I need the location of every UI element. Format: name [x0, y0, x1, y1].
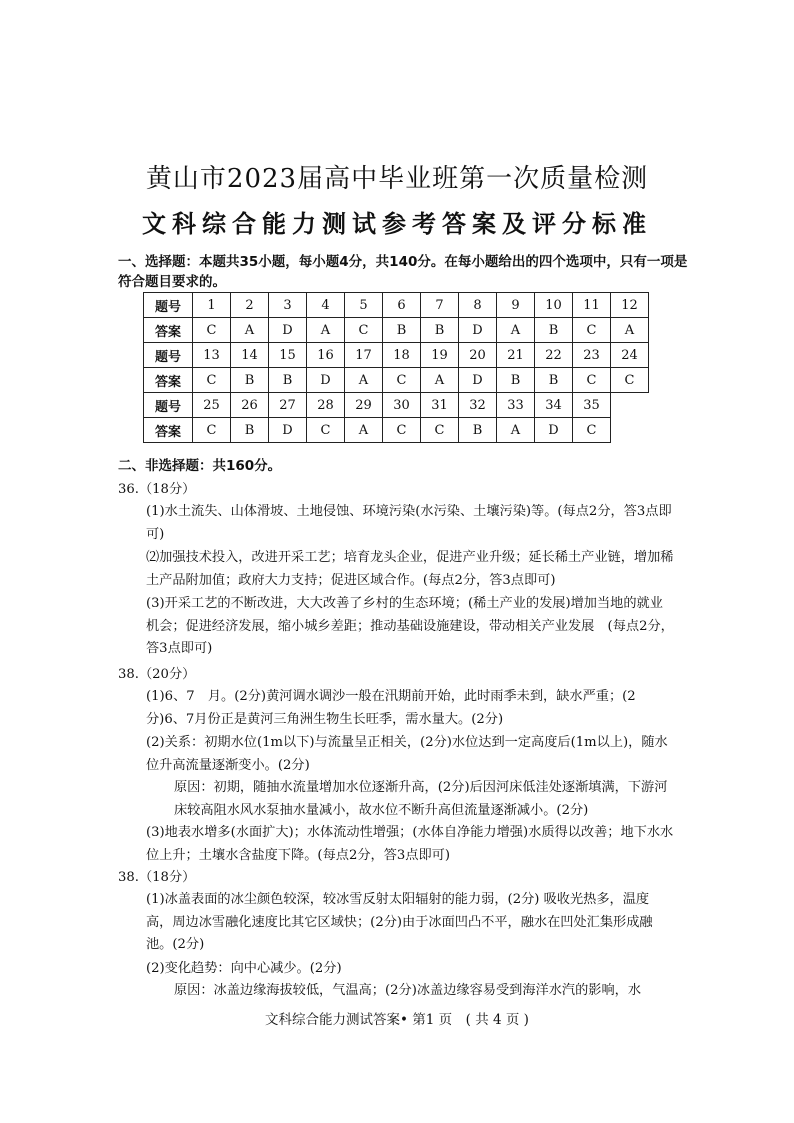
q38b-part1: (1)冰盖表面的冰尘颜色较深，较冰雪反射太阳辐射的能力弱，(2分) 吸收光热多，温度高，周边冰雪融化速度比其它区域快；(2分)由于冰面凹凸不平，融水在凹处汇集形成融池。(2分)	[146, 892, 653, 952]
table-cell: D	[269, 418, 307, 443]
q38a-part3: (3)地表水增多(水面扩大)；水体流动性增强；(水体自净能力增强)水质得以改善；地下水水位上升；土壤水含盐度下降。(每点2分，答3点即可)	[146, 825, 674, 863]
table-cell: C	[573, 368, 611, 393]
table-cell: 12	[611, 293, 649, 318]
table-cell: C	[193, 318, 231, 343]
table-cell: B	[535, 318, 573, 343]
table-cell: 24	[611, 343, 649, 368]
table-cell: 32	[459, 393, 497, 418]
table-cell: D	[269, 318, 307, 343]
q36-part1: (1)水土流失、山体滑坡、土地侵蚀、环境污染(水污染、土壤污染)等。(每点2分，答3点即可)	[146, 504, 672, 542]
table-cell: 5	[345, 293, 383, 318]
table-cell: C	[193, 418, 231, 443]
table-cell: B	[459, 418, 497, 443]
table-cell: D	[535, 418, 573, 443]
table-cell: B	[231, 368, 269, 393]
table-row	[144, 343, 649, 368]
table-cell: D	[459, 368, 497, 393]
table-row	[144, 368, 649, 393]
table-cell: 4	[307, 293, 345, 318]
table-cell: 6	[383, 293, 421, 318]
table-cell-empty	[611, 393, 649, 418]
table-cell: 15	[269, 343, 307, 368]
table-cell: 3	[269, 293, 307, 318]
table-cell: B	[421, 318, 459, 343]
table-cell: A	[497, 418, 535, 443]
table-cell: B	[231, 418, 269, 443]
table-cell: 21	[497, 343, 535, 368]
table-cell: D	[307, 368, 345, 393]
table-cell: C	[383, 418, 421, 443]
table-row	[144, 318, 649, 343]
ans-label: 答案	[144, 418, 193, 443]
table-cell: 17	[345, 343, 383, 368]
q38b-part2: (2)变化趋势：向中心减少。(2分)	[146, 961, 342, 976]
table-row	[144, 293, 649, 318]
table-cell: 20	[459, 343, 497, 368]
table-cell: 33	[497, 393, 535, 418]
table-cell: 28	[307, 393, 345, 418]
table-cell: C	[573, 418, 611, 443]
question-38a-number: 38.（20分）	[118, 667, 196, 682]
table-cell: A	[421, 368, 459, 393]
table-cell: 26	[231, 393, 269, 418]
table-cell: D	[459, 318, 497, 343]
table-cell: 7	[421, 293, 459, 318]
q38a-part2-reason: 原因：初期，随抽水流量增加水位逐渐升高，(2分)后因河床低洼处逐渐填满，下游河床较高阻水风水泵抽水量减小，故水位不断升高但流量逐渐减小。(2分)	[174, 780, 668, 818]
ans-label: 答案	[144, 368, 193, 393]
table-cell: 9	[497, 293, 535, 318]
num-label: 题号	[144, 393, 193, 418]
table-cell: 19	[421, 343, 459, 368]
q38b-part2-reason: 原因：冰盖边缘海拔较低，气温高；(2分)冰盖边缘容易受到海洋水汽的影响，水	[174, 983, 642, 998]
q36-part3: (3)开采工艺的不断改进，大大改善了乡村的生态环境；(稀土产业的发展)增加当地的就业机会；促进经济发展，缩小城乡差距；推动基础设施建设，带动相关产业发展 (每点2分，答3点即可)	[146, 596, 674, 656]
q36-part2: ⑵加强技术投入，改进开采工艺；培育龙头企业，促进产业升级；延长稀土产业链，增加稀土产品附加值；政府大力支持；促进区域合作。(每点2分，答3点即可)	[146, 550, 674, 588]
table-cell: B	[535, 368, 573, 393]
num-label: 题号	[144, 343, 193, 368]
table-row	[144, 418, 649, 443]
table-cell: A	[345, 368, 383, 393]
table-cell: 35	[573, 393, 611, 418]
table-cell: C	[193, 368, 231, 393]
table-cell: C	[307, 418, 345, 443]
table-cell: C	[345, 318, 383, 343]
table-cell: C	[573, 318, 611, 343]
table-cell: 31	[421, 393, 459, 418]
section2-heading: 二、非选择题：共160分。	[118, 458, 282, 474]
table-cell: A	[307, 318, 345, 343]
table-cell-empty	[611, 418, 649, 443]
table-cell: 16	[307, 343, 345, 368]
table-cell: 23	[573, 343, 611, 368]
section1-heading: 一、选择题：本题共35小题，每小题4分，共140分。在每小题给出的四个选项中，只有一项是符合题目要求的。	[118, 254, 688, 290]
page-footer: 文科综合能力测试答案• 第1 页 ( 共 4 页 )	[265, 1012, 529, 1028]
table-cell: 2	[231, 293, 269, 318]
table-cell: 10	[535, 293, 573, 318]
table-cell: 8	[459, 293, 497, 318]
table-cell: 1	[193, 293, 231, 318]
table-cell: 11	[573, 293, 611, 318]
table-cell: A	[497, 318, 535, 343]
table-cell: B	[269, 368, 307, 393]
table-cell: B	[383, 318, 421, 343]
table-cell: 14	[231, 343, 269, 368]
table-cell: 34	[535, 393, 573, 418]
q38a-part1: (1)6、7 月。(2分)黄河调水调沙一般在汛期前开始，此时雨季未到，缺水严重；(2分)6、7月份正是黄河三角洲生物生长旺季，需水量大。(2分)	[146, 689, 636, 727]
q38a-part2: (2)关系：初期水位(1m以下)与流量呈正相关，(2分)水位达到一定高度后(1m以上)，随水位升高流量逐渐变小。(2分)	[146, 735, 668, 773]
table-cell: 25	[193, 393, 231, 418]
page-subtitle: 文科综合能力测试参考答案及评分标准	[142, 209, 652, 238]
table-cell: A	[345, 418, 383, 443]
table-cell: 27	[269, 393, 307, 418]
table-cell: 13	[193, 343, 231, 368]
table-cell: B	[497, 368, 535, 393]
num-label: 题号	[144, 293, 193, 318]
table-cell: 29	[345, 393, 383, 418]
answer-table	[143, 292, 649, 443]
question-36-number: 36.（18分）	[118, 482, 196, 497]
ans-label: 答案	[144, 318, 193, 343]
table-cell: C	[611, 368, 649, 393]
table-cell: A	[231, 318, 269, 343]
page-title: 黄山市2023届高中毕业班第一次质量检测	[145, 164, 649, 194]
table-cell: C	[421, 418, 459, 443]
table-cell: A	[611, 318, 649, 343]
table-cell: 18	[383, 343, 421, 368]
table-row	[144, 393, 649, 418]
table-cell: 30	[383, 393, 421, 418]
table-cell: 22	[535, 343, 573, 368]
table-cell: C	[383, 368, 421, 393]
question-38b-number: 38.（18分）	[118, 870, 196, 885]
